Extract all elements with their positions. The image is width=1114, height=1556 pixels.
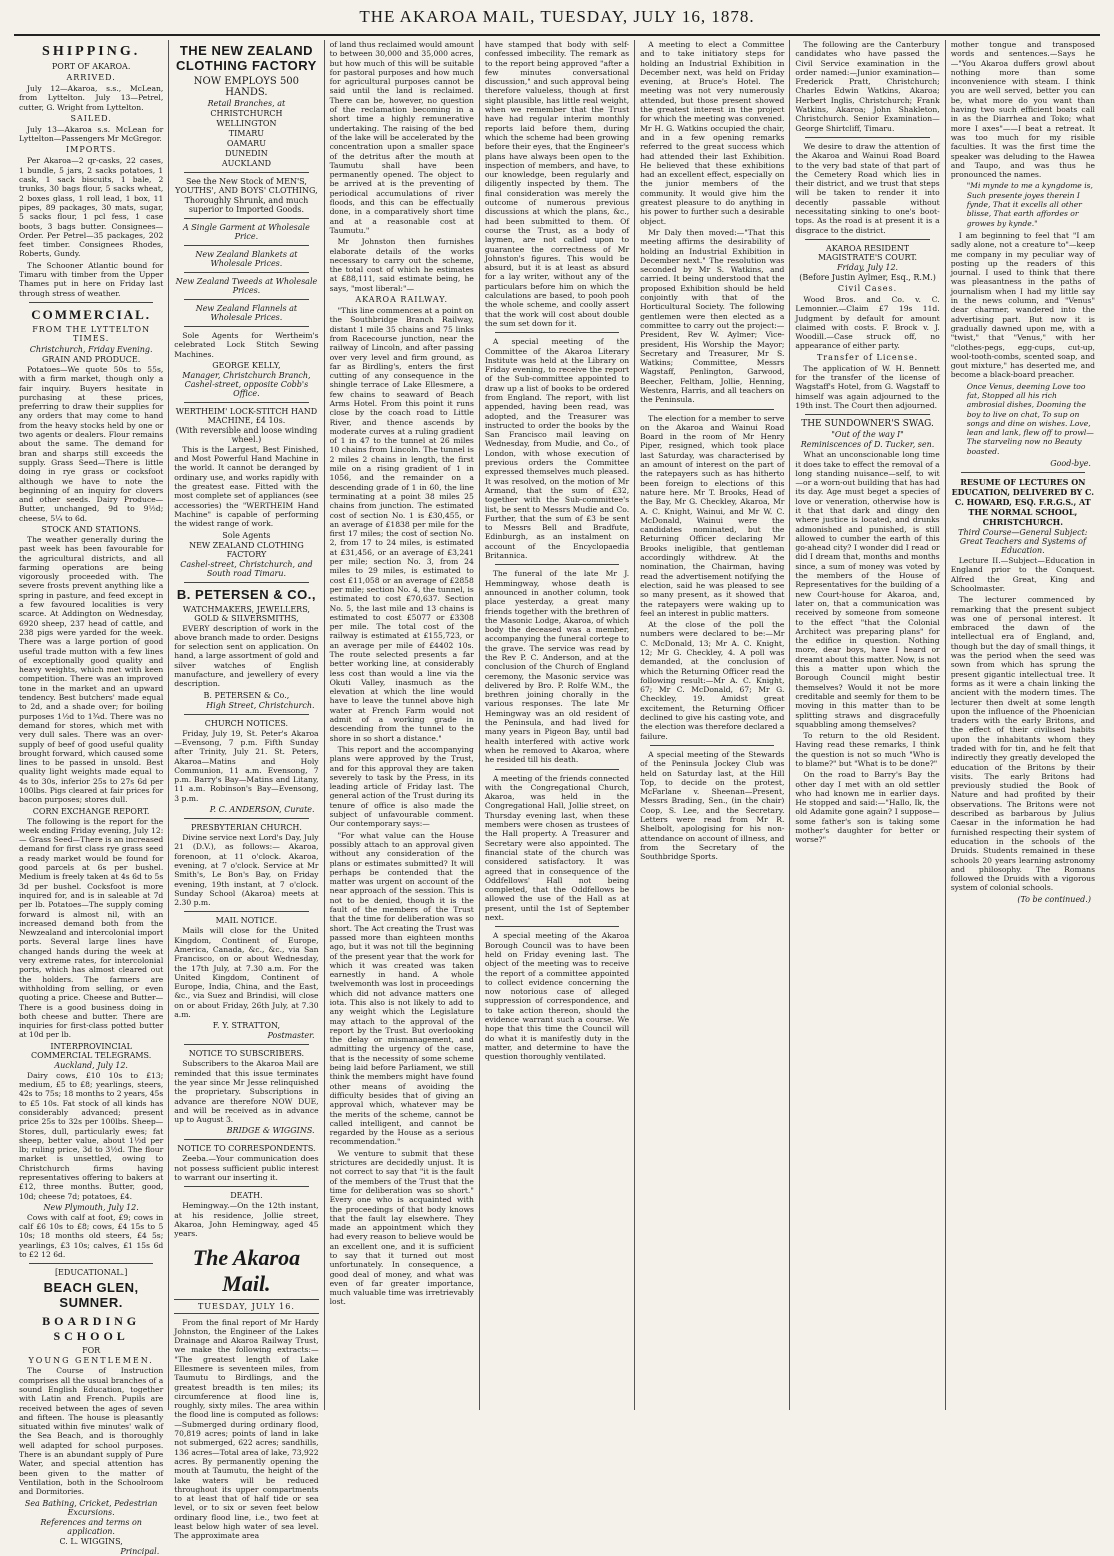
port-heading: PORT OF AKAROA. (51, 62, 131, 71)
every-text: EVERY description of work in the above branch made to order. Designs for selection sent on application. On hand, a large assortment of gold and silver watches of English manufacture, and jewellery of every description. (174, 623, 319, 689)
new-stock-line: See the New Stock of MEN'S, YOUTHS', AND BOYS' CLOTHING, (175, 177, 318, 195)
divider (184, 1044, 308, 1045)
death-text: Hemingway.—On the 12th instant, at his residence, Jollie street, Akaroa, John Hemingway, aged 45 years. (174, 1201, 319, 1239)
boarding-school-title: BOARDING SCHOOL (42, 1314, 141, 1344)
funeral-text: The funeral of the late Mr J. Hemmingway, whose death is announced in another column, took place yesterday, a great many friends together with the brethren of the Masonic Lodge, Akaroa, of which body the deceased was a member, accompanying the funeral cortege to the grave. The service was read by the Rev P. C. Anderson, and at the conclusion of the Church of England ceremony, the Masonic service was delivered by Bro. P. Rolfe W.M., the brethren joining chorally in the various responses. The late Mr Hemingway was an old resident of the Peninsula, and had lived for many years in Pigeon Bay, until bad health interfered with active work when he removed to Akaroa, where he resided till his death. (484, 569, 630, 765)
retail-label: Retail Branches, at (207, 99, 286, 108)
wertheim-title: WERTHEIM' LOCK-STITCH HAND MACHINE, £4 10s. (175, 406, 318, 425)
grain-heading: GRAIN AND PRODUCE. (42, 354, 141, 364)
corn-heading: CORN EXCHANGE REPORT. (32, 806, 150, 816)
mail-text: Mails will close for the United Kingdom, Continent of Europe, America, Canada, &c., &c., via San Francisco, on or about Wednesday, the 17th July, at 7.30 a.m. For the United Kingdom, Continent of Europe, India, China, and the East, &c., via Suez and Brindisi, will close on or about Friday, 26th July, at 7.30 a.m. (174, 926, 319, 1020)
lecture-subject-text: Lecture II.—Subject—Education in England prior to the Conquest. Alfred the Great, King and Schoolmaster. (950, 556, 1095, 593)
high-street-line: High Street, Christchurch. (206, 700, 315, 710)
sole-agents-label: Sole Agents (222, 530, 271, 540)
petersen-title: B. PETERSEN & CO., (176, 586, 316, 602)
manager-line: Manager, Christchurch Branch, Cashel-street, opposite Cobb's Office. (182, 370, 311, 398)
interprov-heading: INTERPROVINCIAL COMMERCIAL TELEGRAMS. (30, 1041, 152, 1060)
school-text: The Course of Instruction comprises all the usual branches of a sound English Education, together with Latin and French. Pupils are received between the ages of seven and fifteen. The house is pleasantly situated within five minutes' walk of the Sea Beach, and is thoroughly well adapted for school purposes. There is an abundant supply of Pure Water, and special attention has been given to the matter of Ventilation, both in the Schoolroom and Dormitories. (19, 1366, 164, 1497)
divider (805, 239, 929, 240)
auckland-dateline: Auckland, July 12. (54, 1060, 128, 1070)
railway-heading: AKAROA RAILWAY. (355, 295, 449, 305)
lecture-heading: RESUME OF LECTURES ON EDUCATION, DELIVERED BY C. C. HOWARD, ESQ. F.R.G.S., AT THE NORMAL SCHOOL, CHRISTCHURCH. (951, 477, 1095, 528)
issue-date-bar: TUESDAY, JULY 16. (174, 1299, 318, 1314)
times-date: Christchurch, Friday Evening. (29, 344, 153, 354)
young-gentlemen-title: YOUNG GENTLEMEN. (28, 1356, 154, 1366)
column-6 (789, 40, 944, 1410)
nzcf2-line: NEW ZEALAND CLOTHING FACTORY (189, 540, 304, 559)
borough-council-text: A special meeting of the Akaroa Borough Council was to have been held on Friday evening last. The object of the meeting was to receive the report of a committee appointed to collect evidence concerning the now notorious case of alleged suppression of correspondence, and to take action thereon, should the evidence warrant such a course. We hope that this time the Council will do what it is manifestly duty in the matter, and determine to have the question thoroughly ventilated. (484, 931, 630, 1062)
agents-text: Sole Agents for Wertheim's celebrated Lock Stitch Sewing Machines. (174, 331, 319, 359)
church-heading: CHURCH NOTICES. (204, 718, 289, 728)
divider (805, 414, 929, 415)
masthead: THE AKAROA MAIL, TUESDAY, JULY 16, 1878. (14, 0, 1100, 36)
kyngdome-verse: "Mi mynde to me a kyngdome is, Such presente joyes therein I fynde, That it excells all other blisse, That earth affordes or growes by kynde." (966, 181, 1093, 228)
plymouth-text: Cows with calf at foot, £9; cows in calf £6 10s to £8; cows, £4 15s to 5 10s; 18 months old steers, £4 5s; yearlings, £3 10s; calves, £1 15s 6d to £2 12 6d. (19, 1212, 164, 1260)
akaroa-mail-logo: The Akaroa Mail. (192, 1244, 301, 1296)
editorial-text: From the final report of Mr Hardy Johnston, the Engineer of the Lakes Drainage and Akaroa Railway Trust, we make the following extracts:— "The greatest length of Lake Ellesmere is seventeen miles, from Taumutu to Birdlings, and the greatest breadth is ten miles; its circumference at flood line is, roughly, sixty miles. The area within the flood line is computed as follows:—Submerged during ordinary flood, 70,819 acres; points of land in lake not submerged, 622 acres; sandhills, 136 acres—Total area of lake, 73,922 acres. By permanently opening the mouth at Taumutu, the height of the lake waters will be reduced throughout its upper compartments to at least that of half tide or sea level, or to six or seven feet below ordinary flood line, i.e., two feet at least below high water of sea level. The approximate area (174, 1317, 319, 1541)
town-6: AUCKLAND (221, 159, 271, 168)
divider (805, 137, 929, 138)
literary-institute-text: A special meeting of the Committee of the Akaroa Literary Institute was held at the Library on Friday evening, to receive the report of the Sub-committee appointed to draw up a list of books to be ordered from England. The report, with list appended, having been read, was adopted, and the Treasurer was instructed to order the books by the San Francisco mail leaving on Wednesday, from Mudie, and Co., of London, with whose execution of previous orders the Committee expressed themselves much pleased. It was resolved, on the motion of Mr Armand, that the sum of £32, together with the Sub-committee's list, be sent to Messrs Mudie and Co. Further, that the sum of £3 be sent to Messrs Bell and Bradfute, Edinburgh, as an instalment on account of the Encyclopaedia Britannica. (484, 337, 630, 561)
civil-cases-heading: Civil Cases. (837, 283, 898, 293)
barrys-bay-text: On the road to Barry's Bay the other day I met with an old settler who had known me in earlier days. He stopped and said:—"Hallo, Ik, the old Adamite gone again? I suppose—some father's son is taking some mother's daughter for better or worse?" (795, 770, 940, 845)
press-criticism-text: This report and the accompanying plans were approved by the Trust, and for this approval they are taken severely to task by the Press, in its leading article of Friday last. The general action of the Trust during its tenure of office is also made the subject of unfavourable comment. Our contemporary says:— (329, 744, 474, 829)
bridge-signature: BRIDGE & WIGGINS. (226, 1126, 315, 1136)
nzcf-title: THE NEW ZEALAND CLOTHING FACTORY (175, 43, 317, 73)
corn-text: The following is the report for the week ending Friday evening, July 12:— Grass Seed—There is an increased demand for first class rye grass seed a ready market would be found for good parcels at 6s per bushel. Medium is freely taken at 4s 6d to 5s 3d per bushel. Cocksfoot is more inquired for, and is in saleable at 7d per lb. Potatoes—The supply coming forward is almost nil, with an increased demand both from the Newzealand and intercolonial import ports. Several large lines have changed hands during the week at very extreme rates, for intercolonial ports, which has almost cleared out the holders. The farmers are withholding from selling, or even quoting a price. Cheese and Butter—There is a good business doing in both cheese and butter. There are inquiries for first-class potted butter at 10d per lb. (19, 816, 164, 1040)
wertheim-subtitle: (With reversible and loose winding wheel.) (175, 425, 318, 444)
employ-line: NOW EMPLOYS 500 HANDS. (193, 76, 300, 98)
watchmakers-line: WATCHMAKERS, JEWELLERS, GOLD & SILVERSMITHS, (182, 604, 310, 623)
divider (184, 1139, 308, 1140)
poll-result-text: At the close of the poll the numbers were declared to be:—Mr C. McDonald, 13; Mr A. C. Knight, 12; Mr G. Checkley, 4. A poll was demanded, at the conclusion of which the Returning Officer read the following result:—Mr A. C. Knight, 67; Mr C. McDonald, 67; Mr G. Checkley, 19. Amidst great excitement, the Returning Officer declined to give his casting vote, and the election was therefore declared a failure. (640, 620, 785, 741)
blankets-line: New Zealand Blankets at Wholesale Prices. (195, 250, 298, 268)
subs-text: Subscribers to the Akaroa Mail are reminded that this issue terminates the year since Mr Jesse relinquished the proprietary. Subscriptions in advance are therefore NOW DUE, and will be received as in advance up to August 3. (174, 1059, 319, 1125)
journalism-text: I am beginning to feel that "I am sadly alone, not a creature to"—keep me company in my peculiar way of posting up the readers of this journal. I used to think that there was pleasantness in the paths of journalism when I had my little say in the news column, and "Venus" dear charmer, wandered into the advertising part. But now it is gradually dawned upon me, with a "twist," that "Venus," with her "clothes-pegs, egg-cups, cut-up, wool-tooth-combs, scented soap, and gout mixture," has deserted me, and become a black-board preacher. (950, 230, 1095, 380)
town-3: TIMARU (228, 129, 265, 138)
column-5 (634, 40, 789, 1410)
divider (184, 582, 308, 583)
mail-heading: MAIL NOTICE. (215, 916, 278, 926)
town-4: OAMARU (226, 139, 266, 148)
divider (184, 299, 308, 300)
divider (961, 472, 1085, 473)
cemetery-road-text: We desire to draw the attention of the Akaroa and Wainui Road Board to the very bad state of that part of the Cemetery Road which lies in their district, and we trust that steps will be taken to render it into decently passable without necessitating sinking to one's boot-tops. As the road is at present it is a disgrace to the district. (795, 141, 940, 235)
divider (184, 402, 308, 403)
columns (14, 40, 1100, 1556)
column-1 (14, 40, 168, 1556)
petersen-signature: B. PETERSEN & Co., (203, 690, 290, 700)
divider (184, 1186, 308, 1187)
plymouth-dateline: New Plymouth, July 12. (43, 1202, 139, 1212)
commercial-heading: COMMERCIAL. (31, 306, 152, 322)
death-heading: DEATH. (230, 1191, 263, 1201)
stock-text: The weather generally during the past week has been favourable for the agricultural districts, and all farming operations are being vigorously proceeded with. The severe frosts prevent anything like a spring in pasture, and feed except in a few favoured localities is very scarce. At Addington on Wednesday, 6920 sheep, 237 head of cattle, and 238 pigs were yarded for the week. There was a large portion of good useful trade mutton with a few lines of exceptionally good quality and heavy weights, which met with keen competition. There was an improved tone in the market and an upward tendency. Best butchers' made equal to 2d, and a shade over; for boiling purposes 1½d to 1¾d. There was no demand for stores, which met with very dull sales. There was an over-supply of beef of good useful quality brought forward, which caused some lines to be passed in unsold. Best quality light weights made equal to 4s to 30s, inferior 25s to 27s 6d per 100lbs. Pigs cleared at fair prices for bacon purposes; stores dull. (19, 534, 164, 805)
divider (495, 926, 619, 927)
divider (184, 714, 308, 715)
divider (495, 769, 619, 770)
church-text: Friday, July 19, St. Peter's Akaroa—Evensong, 7 p.m. Fifth Sunday after Trinity, July 21. St. Peters, Akaroa—Matins and Holy Communion, 11 a.m. Evensong, 7 p.m. Barry's Bay—Matins and Litany, 11 a.m. Robinson's Bay—Evensong, 3 p.m. (174, 728, 319, 803)
divider (184, 272, 308, 273)
divider (650, 409, 774, 410)
divider (495, 564, 619, 565)
postmaster-label: Postmaster. (267, 1031, 315, 1041)
lecture-text: The lecturer commenced by remarking that the present subject was one of personal interest. It embraced the dawn of the intellectual era of England, and, though but the day of small things, it was the period when the seed was sown from which has sprung the present gigantic intellectual tree. It forms as it were a chain linking the ancient with the modern times. The lecturer then dwelt at some length upon the influence of the Phoenician traders with the early Britons, and the effect of their civilised habits upon the inhabitants whom they traded with for tin, and he felt that indirectly they greatly developed the education of the Britons by their visits. The early Britons had previously studied the Book of Nature and had profited by their observations. The Britons were not described as barbarous by Julius Caesar in the information he had furnished respecting their system of education in the schools of the Druids. Students remained in these schools 20 years learning astronomy and philosophy. The Romans followed the Druids with a vigorous system of colonial schools. (950, 595, 1095, 893)
column-2 (168, 40, 323, 1541)
divider (184, 172, 308, 173)
town-1: CHRISTCHURCH (210, 109, 283, 118)
court-before: (Before Justin Aylmer, Esq., R.M.) (799, 272, 936, 282)
good-bye-signoff: Good-bye. (1050, 459, 1091, 469)
subs-heading: NOTICE TO SUBSCRIBERS. (188, 1049, 305, 1059)
stratton-name: F. Y. STRATTON, (212, 1021, 281, 1031)
mother-tongue-text: mother tongue and transposed words and sentences.—Says he—"You Akaroa duffers growl about nothing more than some inconvenience with steam. I think you are well served, better you can be, what more do you want than having two such efficient boats call in as the Diarrhea and Toko; what more I axes"——I beat a retreat. It was too much for my risible faculties. It was the first time the speaker was deluding to the Hawea and Taupo, and was thus he pronounced the names. (950, 40, 1095, 180)
column-4 (479, 40, 634, 1410)
divider (29, 1263, 153, 1264)
town-5: DUNEDIN (225, 149, 268, 158)
out-of-way-line: "Out of the way I" (831, 430, 904, 440)
court-heading: AKAROA RESIDENT MAGISTRATE'S COURT. (817, 243, 918, 262)
kelly-name: GEORGE KELLY, (212, 360, 281, 370)
schooner-text: The Schooner Atlantic bound for Timaru with timber from the Upper Thames put in here on Friday last through stress of weather. (19, 260, 164, 298)
presby-heading: PRESBYTERIAN CHURCH. (190, 823, 302, 833)
transfer-heading: Transfer of License. (816, 352, 919, 362)
exhibition-committee-text: Mr Daly then moved:—"That this meeting affirms the desirability of holding an Industrial Exhibition in December next." The resolution was seconded by Mr S. Watkins, and carried. It being understood that the proposed Exhibition should be held conjointly with that of the Horticultural Society. The following gentlemen were then elected as a committee to carry out the project:— President, Rev W. Aylmer; Vice-president, His Worship the Mayor; Secretary and Treasurer, Mr S. Watkins; Committee, Messrs Wagstaff, Penlington, Garwood, Beecher, Feltham, Jollie, Henning, Westenra, Harris, and all teachers on the Peninsula. (640, 227, 785, 405)
reclaim-text: of land thus reclaimed would amount to between 30,000 and 35,000 acres, but how much of this will be suitable for pastoral purposes and how much for agricultural purposes cannot be said until the land is reclaimed. There can be, however, no question of the reclamation becoming in a short time a highly remunerative undertaking. The raising of the bed of the lake will be accelerated by the concentration upon a smaller space of the detritus after the mouth at Taumutu shall have been permanently opened. The object to be arrived at is the preventing of periodical accumulations of river floods, and this can be effectually done, in a comparatively short time and at a reasonable cost at Taumutu." (329, 40, 474, 235)
shrunk-line: Thoroughly Shrunk, and much superior to Imported Goods. (184, 196, 309, 214)
divider (184, 218, 308, 219)
johnston-text: Mr Johnston then furnishes elaborate details of the works necessary to carry out the scheme, the total cost of which he estimates at £88,111, said estimate being, he says, "most liberal:"— (329, 237, 474, 293)
presby-text: Divine service next Lord's Day, July 21 (D.V.), as follows:— Akaroa, forenoon, at 11 o'clock. Akaroa, evening, at 7 o'clock. Service at Mr Smith's, Le Bon's Bay, on Friday evening, 19th instant, at 7 o'clock. Sunday School (Akaroa) meets at 2.30 p.m. (174, 833, 319, 908)
court-text: Wood Bros. and Co. v. C. Lemonnier.—Claim £7 19s 11d. Judgment by default for amount claimed with costs. F. Brock v. J. Woodill.—Case struck off, no appearance of either party. (795, 294, 940, 351)
column-7 (945, 40, 1100, 1410)
shipping-heading: SHIPPING. (42, 44, 141, 59)
exhibition-text: A meeting to elect a Committee and to take initiatory steps for holding an Industrial Exhibition in December next, was held on Friday evening, at Bruce's Hotel. The meeting was not very numerously attended, but those present showed the greatest interest in the project for which the meeting was convened. Mr H. G. Watkins occupied the chair, and in a few opening remarks referred to the great success which had attended their last Exhibition. He believed that these exhibitions had an excellent effect, especially on the junior members of the community. It would give him the greatest pleasure to do anything in his power to further such a desirable object. (640, 40, 785, 226)
cashel-line: Cashel-street, Christchurch, and South road Timaru. (180, 559, 313, 578)
educational-label: [EDUCATIONAL.] (54, 1268, 128, 1278)
sailed-heading: SAILED. (70, 113, 112, 123)
congregational-text: A meeting of the friends connected with the Congregational Church, Akaroa, was held in the Congregational Hall, Jollie street, on Thursday evening last, when these members were chosen as trustees of the Hall property. A Treasurer and Secretary were also appointed. The financial state of the church was considered satisfactory. It was agreed that in consequence of the Oddfellows' Hall not being completed, that the Oddfellows be allowed the use of the Hall as at present, until the 1st of September next. (484, 773, 630, 923)
divider (184, 245, 308, 246)
bathing-line: Sea Bathing, Cricket, Pedestrian Excursions. (24, 1498, 158, 1517)
references-line: References and terms on application. (40, 1517, 142, 1536)
divider (29, 302, 153, 303)
interprov-text: Dairy cows, £10 10s to £13; medium, £5 to £8; yearlings, steers, 42s to 75s; 18 months to 2 years, 45s to £5 10s. Fat stock of all kinds has considerably advanced; present price 25s to 32s per 100lbs. Sheep—Stores, dull, particularly ewes; fat sheep, better value, about 1½d per lb; ruling price, 3d to 3½d. The flour market is unsettled, owing to Christchurch firms having representatives offering to bakers at £12, three months. Butter, good, 10d; cheese 7d; potatoes, £4. (19, 1070, 164, 1201)
strictures-text: We venture to submit that these strictures are decidedly unjust. It is not correct to say that "it is the fault of the members of the Trust that the time for deliberation was so short." Every one who is acquainted with the proceedings of that body knows that the fault lay elsewhere. They made an appointment which they had every reason to believe would be an excellent one, and it is sufficient to say that it turned out most unfortunately. In consequence, a good deal of money, and what was even of far greater importance, much valuable time was irretrievably lost. (329, 1148, 474, 1307)
civil-service-text: The following are the Canterbury candidates who have passed the Civil Service examination in the order named:—Junior examination—Frederick Pratt, Christchurch; Charles Edwin Watkins, Akaroa; Herbert Inglis, Christchurch; Frank Watkins, Akaroa; John Shakleton, Christchurch. Senior Examination—George Shirtcliff, Timaru. (795, 40, 940, 133)
column-3 (324, 40, 479, 1410)
flannels-line: New Zealand Flannels at Wholesale Prices. (195, 304, 298, 322)
corr-text: Zeeba.—Your communication does not possess sufficient public interest to warrant our inserting it. (174, 1154, 319, 1183)
corr-heading: NOTICE TO CORRESPONDENTS. (177, 1144, 316, 1154)
for-label: FOR (82, 1346, 101, 1356)
road-board-election-text: The election for a member to serve on the Akaroa and Wainui Road Board in the room of Mr Henry Piper, resigned, which took place last Saturday, was characterised by an amount of interest on the part of the ratepayers such as has hitherto been foreign to elections of this nature here. Mr T. Brooks, Head of the Bay, Mr G. Checkley, Akaroa, Mr A. C. Knight, Wainui, and Mr W. C. McDonald, Wainui were the candidates nominated, but the Returning Officer declaring Mr Brooks ineligible, that gentleman accordingly withdrew. At the nomination, the Chairman, having read the advertisement notifying the election, said he was pleased to see so many present, as it showed that the ratepayers were waking up to feel an interest in public matters. (640, 413, 785, 618)
swag-heading: THE SUNDOWNER'S SWAG. (801, 419, 934, 430)
divider (650, 745, 774, 746)
grain-text: Potatoes—We quote 50s to 55s, with a firm market, though only a fair inquiry. Buyers hesitate in purchasing at these prices, preferring to draw their supplies for any orders that may come to hand from the heavy stocks held by one or two agents or dealers. Flour remains about the same. The demand for bran and sharps still exceeds the supply. Grass Seed—There is little doing in rye grass or cocksfoot although we have to note the beginning of an inquiry for clovers and other seeds. Dairy Produce—Butter, unchanged, 9d to 9½d; cheese, 5¼ to 6d. (19, 364, 164, 523)
transfer-text: The application of W. H. Bennett for the transfer of the license of Wagstaff's Hotel, from G. Wagstaff to himself was again adjourned to the 19th inst. The Court then adjourned. (795, 363, 940, 410)
press-quote-text: "For what value can the House possibly attach to an approval given without any consideration of the plans or estimates submitted? It will perhaps be contended that the matter was urgent on account of the near approach of the session. This is not to be denied, though it is the fault of the members of the Trust that the time for deliberation was so short. The Act creating the Trust was passed more than eighteen months ago, but it was not till the beginning of the present year that the work for which it was created was taken earnestly in hand. A whole twelvemonth was lost in proceedings which did not advance matters one iota. This also is not likely to add to any weight which the Legislature may attach to the approval of the report by the Trust. But overlooking the delay or mismanagement, and admitting the urgency of the case, that is the necessity of some scheme being laid before Parliament, we still think the members might have found other means of avoiding the difficulty besides that of giving an approval which, whatever may be the merits of the scheme, cannot be called intelligent, and cannot be regarded by the House as a serious recommendation." (329, 830, 474, 1147)
swag-text: What an unconscionable long time it does take to effect the removal of a long standing nuisance—self, to wit—or a worn-out building that has had its day. Age must beget a species of love or veneration, otherwise how is it that that dark and dingy den where justice is located, and drunks admonished and punished, is still allowed to cumber the earth of this go-ahead city? I wonder did I read or did I dream that, months and months since, a sum of money was voted by the members of the House of Representatives for the building of a new Court-house for Akaroa, and, later on, that a communication was received by someone from someone to the effect "that the Colonial Architect was preparing plans" for the edifice in question. Nothing more, dear boys, have I heard or dreamt about this matter. Now, is not this a matter upon which the Borough Council might bestir themselves? Would it not be more creditable and seemly for them to be moving in this matter than to be splitting straws and disgracefully squabbling among themselves? (795, 450, 940, 729)
divider (184, 818, 308, 819)
principal-label: Principal. (120, 1546, 160, 1556)
sailed-text: July 13—Akaroa s.s. McLean for Lyttelton—Passengers Mr McGregor. (19, 124, 164, 144)
times-line: FROM THE LYTTELTON TIMES. (32, 324, 151, 343)
single-line: A Single Garment at Wholesale Price. (182, 223, 310, 241)
stock-heading: STOCK AND STATIONS. (41, 524, 141, 534)
wiggins-name: C. L. WIGGINS, (59, 1536, 123, 1546)
railway-text: "This line commences at a point on the Southbridge Branch Railway, distant 1 mile 35 chains and 75 links from Racecourse junction, near the railway of Lincoln, and after passing over very level and firm ground, as far as Birdling's, enters the first cutting of any consequence in the shingle terrace of Lake Ellesmere, a few chains to seaward of Beach Arms Hotel. From this point it runs close by the coach road to Little River, and thence ascends by moderate curves at a ruling gradient of 1 in 47 to the tunnel at 26 miles 10 chains from Lincoln. The tunnel is 2 miles 2 chains in length, the first mile on a rising gradient of 1 in 1056, and the remainder on a descending grade of 1 in 60, the line terminating at a point 38 miles 25 chains from junction. The estimated cost of section No. 1 is £30,455, or an average of £1838 per mile for the first 17 miles; the cost of section No. 2, from 17 to 24 miles, is estimated at £31,456, or an average of £3,241 per mile; section No. 3, from 24 miles to 29 miles, is estimated to cost £11,058 or an average of £2858 per mile; section No. 4, the tunnel, is estimated to cost £70,637. Section No. 5, the last mile and 13 chains is estimated to cost £5077 or £3308 per mile. The total cost of the railway is estimated at £155,723, or an average per mile of £4402 10s. The route selected presents a far better working line, at considerably less cost than would a line via the Okuti Valley, inasmuch as the elevation at which the line would have to leave the tunnel above high water at French Farm would not admit of a working grade in descending from the tunnel to the shore in so short a distance." (329, 306, 474, 743)
wertheim-text: This is the Largest, Best Finished, and Most Powerful Hand Machine in the world. It cannot be deranged by ordinary use, and works rapidly with the greatest ease. Fitted with the most complete set of appliances (see accessories) the "WERTHEIM Hand Machine" is capable of performing the widest range of work. (174, 444, 319, 529)
court-date: Friday, July 12. (837, 262, 899, 272)
trust-text: have stamped that body with self-confessed imbecility. The remark as to the report being approved "after a few minutes conversational discussion," and such approval being therefore valueless, though at first sight plausible, has little real weight, when we remember that the Trust have had regular interim monthly reports laid before them, during which the scheme had been growing before their eyes, that the Engineer's plans have always been open to the inspection of members, and have, to our knowledge, been regularly and diligently inspected by them. The final consideration was merely the outcome of numerous previous discussions at which the plans, &c., had been submitted to them. Of course the Trust, as a body of laymen, are not called upon to guarantee the correctness of Mr Johnston's figures. This would be absurd, but it is at least as absurd for a lay writer, without any of the particulars before him on which the calculations are based, to pooh pooh the whole scheme, and coolly assert that the work will cost about double the sum set down for it. (484, 40, 630, 328)
imports-text: Per Akaroa—2 qr-casks, 22 cases, 1 bundle, 5 jars, 2 sacks potatoes, 1 cask, 1 sack biscuits, 1 bale, 2 trunks, 30 bags flour, 5 sacks wheat, 2 boxes glass, 1 roll lead, 1 box, 11 pipes, 89 packages, 30 mats, sugar, 5 sacks flour, 1 pcl fess, 1 case boots, 3 bags butter. Consignees—Order. Per Petrel—35 packages, 202 feet timber. Consignees Rhodes, Roberts, Gundy. (19, 156, 164, 259)
divider (184, 326, 308, 327)
imports-heading: IMPORTS. (66, 145, 117, 155)
venus-verse: Once Venus, deeming Love too fat, Stopped all his rich ambrosial dishes, Dooming the boy to live on chat, To sup on songs and dine on wishes. Love, lean and lank, flew off to prowl— The starveling now no Beauty boasted. (966, 381, 1094, 456)
arrived-heading: ARRIVED. (66, 73, 116, 82)
anderson-signature: P. C. ANDERSON, Curate. (209, 805, 315, 815)
town-2: WELLINGTON (216, 119, 277, 128)
jockey-club-text: A special meeting of the Stewards of the Peninsula Jockey Club was held on Saturday last, at the Hill Top, to decide on the protest, McFarlane v. Sheenan—Present, Messrs Brading, Sen., (in the chair) Coop, S. Lee, and the Secretary. Letters were read from Mr R. Shelbolt, apologising for his non-attendance on account of illness, and from the Secretary of the Southbridge Sports. (640, 749, 785, 862)
resident-text: To return to the old Resident. Having read these remarks, I think the question is not so much "Who is to blame?" but "What is to be done?" (795, 731, 940, 768)
arrived-text: July 12—Akaroa, s.s., McLean, from Lyttelton. July 13—Petrel, cutter, G. Wright from Lyttelton. (19, 84, 164, 112)
reminiscences-line: Reminiscences of D. Tucker, sen. (800, 440, 935, 450)
divider (495, 332, 619, 333)
divider (184, 911, 308, 912)
continued-note: (To be continued.) (1017, 894, 1091, 904)
third-course-line: Third Course—General Subject: Great Teachers and Systems of Education. (958, 528, 1088, 556)
beach-glen-title: BEACH GLEN, SUMNER. (43, 1280, 139, 1311)
tweeds-line: New Zealand Tweeds at Wholesale Prices. (175, 277, 318, 295)
